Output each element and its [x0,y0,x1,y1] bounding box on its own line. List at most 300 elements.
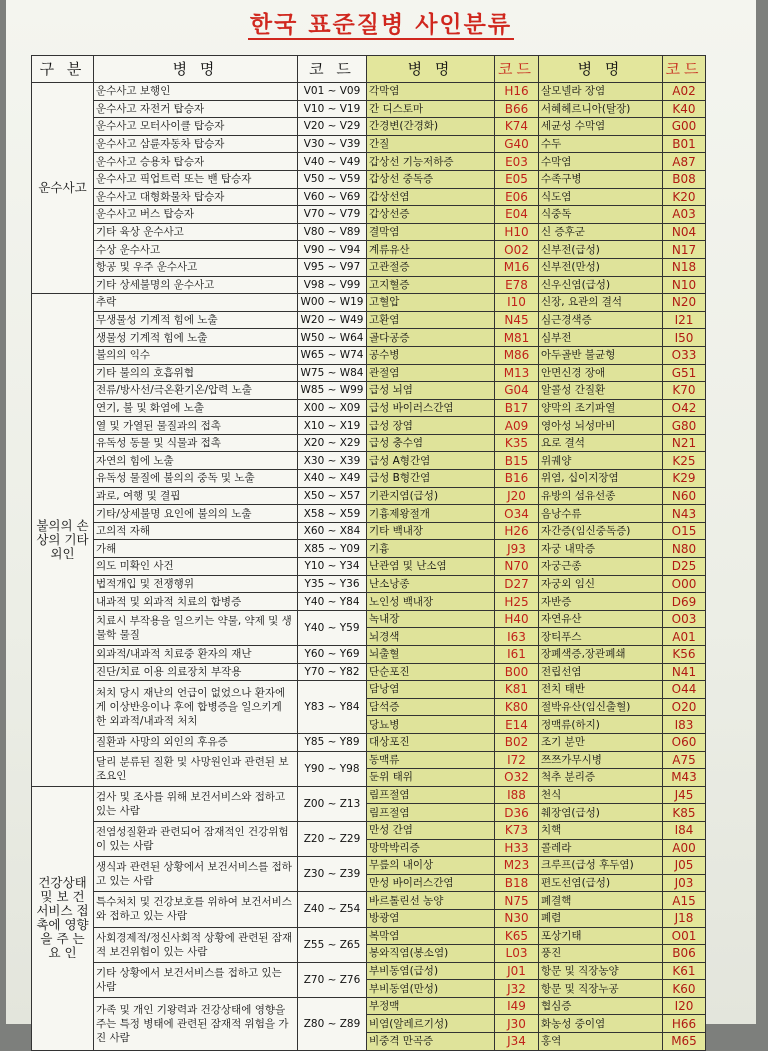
disease-name: 신 증후군 [539,223,663,241]
disease-name: 장폐색증,장관폐쇄 [539,646,663,664]
cause-code: Z55 ~ Z65 [298,927,367,962]
table-row [32,997,706,1015]
category-cell: 운수사고 [32,83,94,294]
disease-code: H33 [495,839,539,857]
disease-code: I61 [495,646,539,664]
disease-name: 폐결핵 [539,892,663,910]
table-row [32,241,706,259]
disease-code: E06 [495,188,539,206]
disease-name: 대상포진 [367,733,495,751]
disease-name: 갑상선염 [367,188,495,206]
cause-code: W65 ~ W74 [298,346,367,364]
disease-name: 비염(알레르기성) [367,1015,495,1033]
disease-code: J30 [495,1015,539,1033]
cause-code: V60 ~ V69 [298,188,367,206]
cause-name: 자연의 힘에 노출 [94,452,298,470]
disease-code: A02 [663,83,706,101]
disease-name: 단순포진 [367,663,495,681]
disease-name: 녹내장 [367,610,495,628]
disease-name: 뇌출혈 [367,646,495,664]
disease-name: 급성 B형간염 [367,470,495,488]
cause-name: 특수처치 및 건강보호를 위하여 보건서비스와 접하고 있는 사람 [94,892,298,927]
disease-name: 간경변(간경화) [367,118,495,136]
disease-code: I50 [663,329,706,347]
disease-code: A01 [663,628,706,646]
cause-code: V10 ~ V19 [298,100,367,118]
cause-name: 수상 운수사고 [94,241,298,259]
disease-code: N45 [495,311,539,329]
disease-name: 위염, 십이지장염 [539,470,663,488]
cause-name: 운수사고 삼륜자동차 탑승자 [94,135,298,153]
disease-code: D27 [495,575,539,593]
disease-name: 기타 백내장 [367,522,495,540]
disease-code: N70 [495,558,539,576]
cause-code: Y70 ~ Y82 [298,663,367,681]
disease-code: J01 [495,962,539,980]
disease-name: 장티푸스 [539,628,663,646]
disease-name: 부정맥 [367,997,495,1015]
table-row [32,188,706,206]
disease-name: 골다공증 [367,329,495,347]
disease-name: 홍역 [539,1033,663,1051]
disease-name: 고혈압 [367,294,495,312]
disease-code: I84 [663,821,706,839]
disease-name: 관절염 [367,364,495,382]
disease-code: K56 [663,646,706,664]
header-code-3: 코드 [663,56,706,83]
table-row [32,892,706,910]
disease-name: 심부전 [539,329,663,347]
disease-name: 자궁근종 [539,558,663,576]
cause-name: 운수사고 버스 탑승자 [94,206,298,224]
table-row [32,646,706,664]
disease-code: J18 [663,909,706,927]
disease-name: 급성 A형간염 [367,452,495,470]
cause-code: W75 ~ W84 [298,364,367,382]
disease-code: K60 [663,980,706,998]
cause-name: 연기, 불 및 화염에 노출 [94,399,298,417]
disease-name: 항문 및 직장농양 [539,962,663,980]
disease-name: 포상기태 [539,927,663,945]
disease-code: N41 [663,663,706,681]
disease-name: 계류유산 [367,241,495,259]
table-row [32,276,706,294]
document-title [6,6,756,39]
cause-code: V95 ~ V97 [298,258,367,276]
disease-name: 급성 충수염 [367,434,495,452]
disease-code: J34 [495,1033,539,1051]
disease-code: E03 [495,153,539,171]
category-cell: 건강상태 및 보 건 서비스 접촉에 영향을 주 는 요 인 [32,786,94,1050]
disease-name: 봉와직염(봉소염) [367,945,495,963]
disease-name: 알콜성 간질환 [539,382,663,400]
cause-name: 기타/상세불명 요인에 불의의 노출 [94,505,298,523]
disease-name: 영아성 뇌성마비 [539,417,663,435]
cause-name: 전류/방사선/극온환기온/압력 노출 [94,382,298,400]
classification-table [31,55,706,1051]
cause-code: Y90 ~ Y98 [298,751,367,786]
disease-name: 공수병 [367,346,495,364]
cause-code: V30 ~ V39 [298,135,367,153]
cause-name: 기타 육상 운수사고 [94,223,298,241]
disease-code: B18 [495,874,539,892]
cause-name: 법적개입 및 전쟁행위 [94,575,298,593]
cause-name: 항공 및 우주 운수사고 [94,258,298,276]
cause-name: 운수사고 승용차 탑승자 [94,153,298,171]
disease-code: O42 [663,399,706,417]
cause-code: X30 ~ X39 [298,452,367,470]
table-row [32,311,706,329]
disease-code: M23 [495,857,539,875]
cause-code: X00 ~ X09 [298,399,367,417]
disease-name: 부비동염(급성) [367,962,495,980]
disease-name: 복막염 [367,927,495,945]
table-row [32,681,706,699]
disease-name: 수족구병 [539,170,663,188]
table-row [32,505,706,523]
cause-code: W50 ~ W64 [298,329,367,347]
table-row [32,346,706,364]
table-row [32,821,706,839]
disease-code: J05 [663,857,706,875]
disease-code: B00 [495,663,539,681]
cause-name: 유독성 물질에 불의의 중독 및 노출 [94,470,298,488]
disease-name: 방광염 [367,909,495,927]
disease-code: A00 [663,839,706,857]
cause-code: Y83 ~ Y84 [298,681,367,734]
cause-code: Z80 ~ Z89 [298,997,367,1050]
table-row [32,452,706,470]
disease-name: 식중독 [539,206,663,224]
disease-code: G51 [663,364,706,382]
disease-code: M13 [495,364,539,382]
disease-code: N43 [663,505,706,523]
disease-name: 치핵 [539,821,663,839]
disease-code: K65 [495,927,539,945]
cause-code: W20 ~ W49 [298,311,367,329]
disease-code: O32 [495,769,539,787]
disease-code: N30 [495,909,539,927]
table-row [32,364,706,382]
disease-code: N21 [663,434,706,452]
disease-name: 신부전(만성) [539,258,663,276]
disease-code: I72 [495,751,539,769]
cause-code: V98 ~ V99 [298,276,367,294]
disease-name: 신부전(급성) [539,241,663,259]
cause-code: V90 ~ V94 [298,241,367,259]
cause-code: V70 ~ V79 [298,206,367,224]
cause-code: Y40 ~ Y59 [298,610,367,645]
disease-code: E78 [495,276,539,294]
table-row [32,487,706,505]
disease-code: D36 [495,804,539,822]
disease-code: A15 [663,892,706,910]
cause-code: X10 ~ X19 [298,417,367,435]
table-row [32,434,706,452]
cause-code: W00 ~ W19 [298,294,367,312]
cause-name: 불의의 익수 [94,346,298,364]
header-name-2: 병 명 [367,56,495,83]
disease-name: 풍진 [539,945,663,963]
disease-code: J93 [495,540,539,558]
cause-name: 의도 미확인 사건 [94,558,298,576]
cause-name: 운수사고 대형화물차 탑승자 [94,188,298,206]
cause-code: Y40 ~ Y84 [298,593,367,611]
disease-name: 노인성 백내장 [367,593,495,611]
disease-code: O20 [663,698,706,716]
disease-code: J03 [663,874,706,892]
disease-code: G80 [663,417,706,435]
cause-name: 유독성 동물 및 식물과 접촉 [94,434,298,452]
cause-name: 과로, 여행 및 결핍 [94,487,298,505]
disease-name: 림프절염 [367,786,495,804]
disease-code: H26 [495,522,539,540]
cause-code: Z20 ~ Z29 [298,821,367,856]
table-row [32,329,706,347]
disease-name: 만성 바이러스간염 [367,874,495,892]
cause-code: X40 ~ X49 [298,470,367,488]
cause-code: X20 ~ X29 [298,434,367,452]
cause-name: 사회경제적/정신사회적 상황에 관련된 잠재적 보건위험이 있는 사람 [94,927,298,962]
disease-code: H10 [495,223,539,241]
header-code-1: 코 드 [298,56,367,83]
cause-code: Y35 ~ Y36 [298,575,367,593]
cause-name: 검사 및 조사를 위해 보건서비스와 접하고 있는 사람 [94,786,298,821]
disease-code: O03 [663,610,706,628]
disease-code: I49 [495,997,539,1015]
disease-name: 기관지염(급성) [367,487,495,505]
disease-name: 기흉 [367,540,495,558]
disease-name: 수막염 [539,153,663,171]
disease-code: A75 [663,751,706,769]
cause-name: 고의적 자해 [94,522,298,540]
disease-code: O00 [663,575,706,593]
disease-name: 협심증 [539,997,663,1015]
header-code-2: 코드 [495,56,539,83]
disease-name: 급성 바이러스간염 [367,399,495,417]
cause-code: Z00 ~ Z13 [298,786,367,821]
disease-code: E05 [495,170,539,188]
disease-code: B16 [495,470,539,488]
cause-name: 열 및 가열된 물질과의 접촉 [94,417,298,435]
table-row [32,786,706,804]
disease-code: G40 [495,135,539,153]
disease-name: 담석증 [367,698,495,716]
disease-name: 화농성 중이염 [539,1015,663,1033]
disease-code: I88 [495,786,539,804]
cause-name: 전염성질환과 관련되어 잠재적인 건강위험이 있는 사람 [94,821,298,856]
disease-code: B17 [495,399,539,417]
disease-code: N80 [663,540,706,558]
disease-name: 절박유산(임신출혈) [539,698,663,716]
disease-code: N10 [663,276,706,294]
disease-code: K70 [663,382,706,400]
disease-name: 신우신염(급성) [539,276,663,294]
cause-code: V80 ~ V89 [298,223,367,241]
disease-code: O33 [663,346,706,364]
disease-name: 바르톨린선 농양 [367,892,495,910]
disease-name: 신장, 요관의 결석 [539,294,663,312]
disease-name: 간 디스토마 [367,100,495,118]
disease-name: 항문 및 직장누공 [539,980,663,998]
table-row [32,170,706,188]
disease-name: 간질 [367,135,495,153]
disease-name: 조기 분만 [539,733,663,751]
disease-code: O15 [663,522,706,540]
title-text: 한국 표준질병 사인분류 [249,12,513,38]
disease-name: 자간증(임신중독증) [539,522,663,540]
disease-name: 자궁 내막증 [539,540,663,558]
cause-name: 질환과 사망의 외인의 후유증 [94,733,298,751]
disease-name: 비중격 만곡증 [367,1033,495,1051]
cause-code: Y60 ~ Y69 [298,646,367,664]
table-row [32,382,706,400]
table-body [32,83,706,1051]
disease-code: G04 [495,382,539,400]
cause-code: X60 ~ X84 [298,522,367,540]
table-row [32,575,706,593]
disease-name: 담낭염 [367,681,495,699]
disease-code: H16 [495,83,539,101]
disease-name: 폐렴 [539,909,663,927]
table-row [32,522,706,540]
table-row [32,153,706,171]
cause-name: 무생물성 기계적 힘에 노출 [94,311,298,329]
disease-name: 무릎의 내이상 [367,857,495,875]
disease-code: J45 [663,786,706,804]
table-row [32,593,706,611]
disease-name: 림프절염 [367,804,495,822]
disease-code: N17 [663,241,706,259]
disease-code: O02 [495,241,539,259]
disease-code: M81 [495,329,539,347]
cause-name: 운수사고 보행인 [94,83,298,101]
disease-name: 망막박리증 [367,839,495,857]
disease-code: K20 [663,188,706,206]
disease-name: 고지혈증 [367,276,495,294]
disease-name: 아두골반 불균형 [539,346,663,364]
disease-name: 뇌경색 [367,628,495,646]
table-row [32,470,706,488]
cause-code: Z70 ~ Z76 [298,962,367,997]
table-row [32,751,706,769]
table-row [32,663,706,681]
cause-code: X58 ~ X59 [298,505,367,523]
disease-code: A03 [663,206,706,224]
disease-name: 세균성 수막염 [539,118,663,136]
disease-name: 전치 태반 [539,681,663,699]
disease-code: B01 [663,135,706,153]
disease-code: O60 [663,733,706,751]
disease-name: 부비동염(만성) [367,980,495,998]
disease-name: 난소낭종 [367,575,495,593]
disease-code: K35 [495,434,539,452]
disease-code: B06 [663,945,706,963]
disease-code: K73 [495,821,539,839]
disease-code: J32 [495,980,539,998]
disease-code: A87 [663,153,706,171]
disease-name: 자궁외 임신 [539,575,663,593]
disease-code: K29 [663,470,706,488]
cause-code: X50 ~ X57 [298,487,367,505]
disease-code: O34 [495,505,539,523]
table-row [32,417,706,435]
disease-code: K74 [495,118,539,136]
cause-name: 기타 불의의 호흡위협 [94,364,298,382]
table-row [32,857,706,875]
disease-code: B66 [495,100,539,118]
disease-code: K40 [663,100,706,118]
table-row [32,135,706,153]
table-row [32,399,706,417]
disease-name: 결막염 [367,223,495,241]
disease-name: 위궤양 [539,452,663,470]
disease-code: D25 [663,558,706,576]
disease-code: O44 [663,681,706,699]
disease-code: L03 [495,945,539,963]
disease-name: 크루프(급성 후두염) [539,857,663,875]
disease-code: H25 [495,593,539,611]
disease-name: 천식 [539,786,663,804]
cause-code: Z30 ~ Z39 [298,857,367,892]
table-row [32,610,706,628]
table-row [32,83,706,101]
table-row [32,540,706,558]
cause-name: 달리 분류된 질환 및 사망원인과 관련된 보조요인 [94,751,298,786]
cause-code: Z40 ~ Z54 [298,892,367,927]
table-row [32,733,706,751]
disease-name: 기흉제왕절개 [367,505,495,523]
disease-name: 살모넬라 장염 [539,83,663,101]
cause-code: V40 ~ V49 [298,153,367,171]
disease-name: 콜레라 [539,839,663,857]
disease-name: 자연유산 [539,610,663,628]
disease-name: 고환염 [367,311,495,329]
cause-code: V20 ~ V29 [298,118,367,136]
disease-name: 척추 분리증 [539,769,663,787]
cause-name: 기타 상황에서 보건서비스를 접하고 있는 사람 [94,962,298,997]
disease-name: 음낭수류 [539,505,663,523]
disease-name: 둔위 태위 [367,769,495,787]
disease-name: 식도염 [539,188,663,206]
disease-code: E14 [495,716,539,734]
table-row [32,927,706,945]
cause-name: 운수사고 픽업트럭 또는 밴 탑승자 [94,170,298,188]
disease-name: 동맥류 [367,751,495,769]
disease-code: I83 [663,716,706,734]
disease-code: I63 [495,628,539,646]
table-row [32,258,706,276]
table-row [32,962,706,980]
header-row [32,56,706,83]
disease-code: H66 [663,1015,706,1033]
disease-code: E04 [495,206,539,224]
disease-code: K81 [495,681,539,699]
disease-name: 만성 간염 [367,821,495,839]
table-row [32,294,706,312]
cause-name: 처치 당시 재난의 언급이 없었으나 환자에게 이상반응이나 후에 합병증을 일으키게 한 외과적/내과적 처치 [94,681,298,734]
disease-name: 췌장염(급성) [539,804,663,822]
disease-code: M43 [663,769,706,787]
disease-name: 고관절증 [367,258,495,276]
table-row [32,558,706,576]
disease-name: 갑상선 중독증 [367,170,495,188]
disease-code: H40 [495,610,539,628]
cause-name: 기타 상세불명의 운수사고 [94,276,298,294]
disease-name: 급성 뇌염 [367,382,495,400]
cause-code: W85 ~ W99 [298,382,367,400]
header-gubun: 구 분 [32,56,94,83]
